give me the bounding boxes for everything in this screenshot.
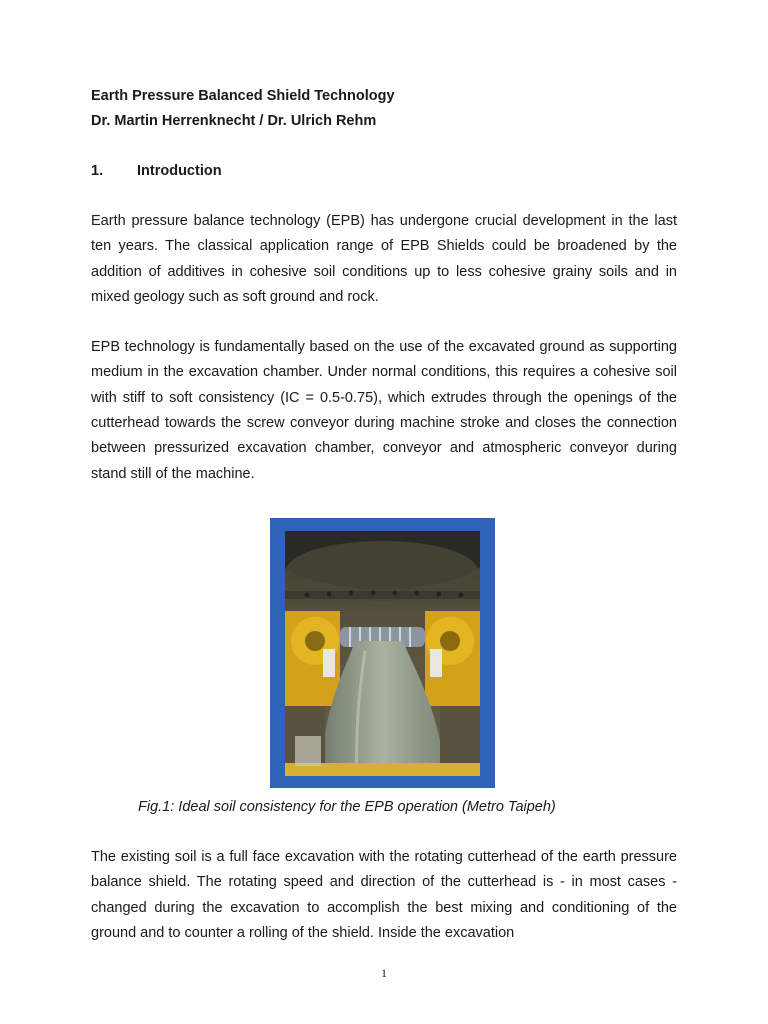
document-authors: Dr. Martin Herrenknecht / Dr. Ulrich Rehm (91, 113, 377, 129)
figure (91, 518, 677, 788)
figure-caption: Fig.1: Ideal soil consistency for the EPB operation (Metro Taipeh) (138, 798, 556, 815)
section-number: 1. (91, 163, 104, 179)
paragraph-2: EPB technology is fundamentally based on the use of the excavated ground as supporting medium in the excavation chamber. Under normal conditions, this requires a cohesive soil with stiff to soft consistency (IC = 0.5-0.75), which extrudes through the openings of the cutterhead towards the screw conveyor during machine stroke and closes the connection between pressurized excavation chamber, conveyor and atmospheric conveyor during stand still of the machine. (91, 339, 677, 482)
figure-photo (285, 531, 480, 776)
section-title: Introduction (137, 163, 222, 179)
document-title: Earth Pressure Balanced Shield Technology (91, 88, 395, 104)
paragraph-3: The existing soil is a full face excavation with the rotating cutterhead of the earth pressure balance shield. The rotating speed and direction of the cutterhead is - in most cases - changed during the excavation to accomplish the best mixing and conditioning of the ground and to counter a rolling of the shield. Inside the excavation (91, 848, 677, 941)
paragraph-1: Earth pressure balance technology (EPB) has undergone crucial development in the last ten years. The classical application range of EPB Shields could be broadened by the addition of additives in cohesive soil conditions up to less cohesive grainy soils and in mixed geology such as soft ground and rock. (91, 213, 677, 305)
document-page (91, 84, 677, 946)
section-heading (91, 159, 677, 184)
figure-frame (270, 518, 495, 788)
page-number: 1 (381, 966, 387, 980)
